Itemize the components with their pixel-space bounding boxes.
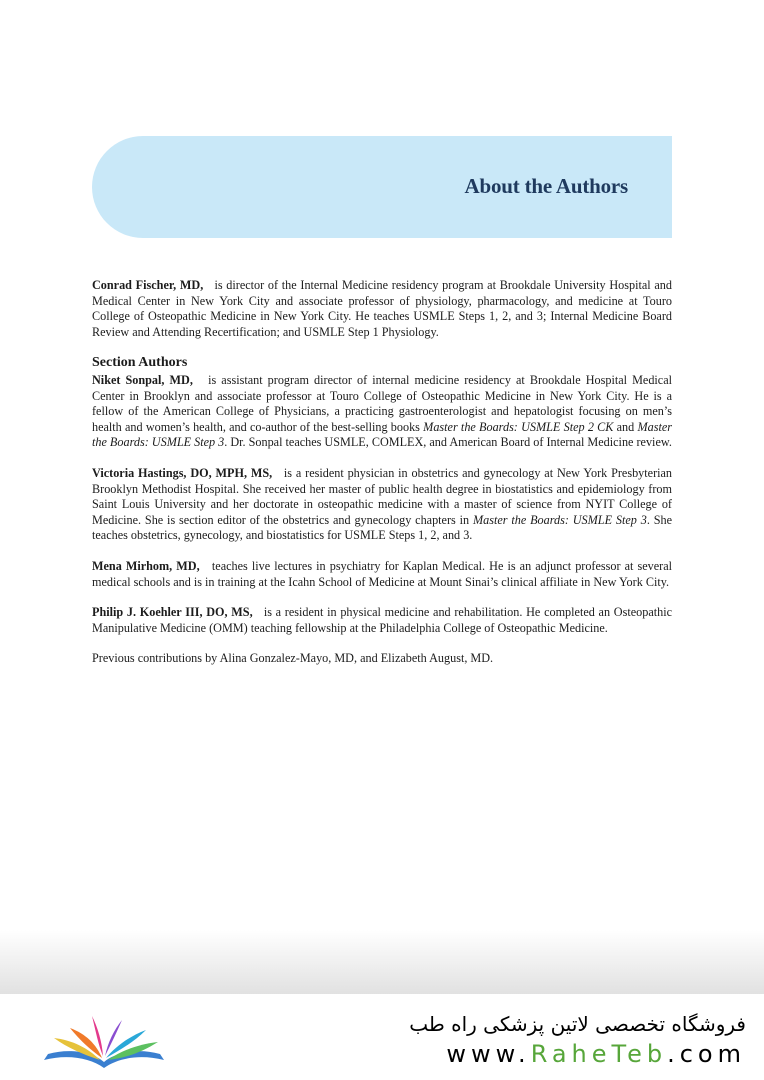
main-author-paragraph: [92, 278, 672, 340]
author-bio: is director of the Internal Medicine residency program at Brookdale University Hospital and Medical Center in New York City and associate professor of physiology, pharmacology, and medicine at Touro College of Osteopathic Medicine in New York City. He teaches USMLE Steps 1, 2, and 3; Internal Medicine Board Review and Attending Recertification; and USMLE Step 1 Physiology.: [92, 278, 672, 339]
title-banner: [92, 136, 672, 238]
author-bio: is a resident physician in obstetrics and gynecology at New York Presbyterian Brooklyn Methodist Hospital. She received her master of public health degree in biostatistics and epidemiology from Saint Louis University and her doctorate in osteopathic medicine with a master of science from NYIT College of Medicine. She is section editor of the obstetrics and gynecology chapters in: [92, 465, 673, 527]
store-name: فروشگاه تخصصی لاتین پزشکی راه طب: [409, 1012, 746, 1036]
author-paragraph-mirhom: [92, 559, 672, 590]
store-url: www.RaheTeb.com: [446, 1040, 746, 1068]
author-bio: teaches live lectures in psychiatry for Kaplan Medical. He is an adjunct professor at several medical schools and is in training at the Icahn School of Medicine at Mount Sinai’s clinical affiliate in New York City.: [92, 558, 672, 589]
page-title: About the Authors: [464, 174, 628, 198]
page-content: [92, 278, 672, 682]
previous-contributions: Previous contributions by Alina Gonzalez-Mayo, MD, and Elizabeth August, MD.: [92, 651, 494, 666]
author-bio: . She teaches obstetrics, gynecology, and biostatistics for USMLE Steps 1, 2, and 3.: [92, 512, 672, 543]
book-title: Master the Boards: USMLE Step 3: [92, 419, 673, 450]
footer-shadow: [0, 930, 764, 994]
author-paragraph-sonpal: [92, 373, 672, 451]
book-title: Master the Boards: USMLE Step 2 CK: [423, 419, 614, 434]
author-name: Philip J. Koehler III, DO, MS,: [92, 605, 253, 620]
author-paragraph-hastings: [92, 466, 672, 544]
book-title: Master the Boards: USMLE Step 3: [472, 512, 647, 527]
author-bio: is assistant program director of internal medicine residency at Brookdale Hospital Medical Center in Brooklyn and associate professor at Touro College of Osteopathic Medicine in New York City. He is a fellow of the American College of Physicians, a practicing gastroenterologist and hepatologist focusing on men’s health and women’s health, and co-author of the best-selling books: [92, 372, 673, 434]
conjunction: and: [616, 419, 635, 434]
author-name: Conrad Fischer, MD,: [92, 278, 204, 292]
author-name: Mena Mirhom, MD,: [92, 558, 200, 573]
author-bio: is a resident in physical medicine and rehabilitation. He completed an Osteopathic Manipulative Medicine (OMM) teaching fellowship at the Philadelphia College of Osteopathic Medicine.: [92, 605, 672, 635]
author-bio: . Dr. Sonpal teaches USMLE, COMLEX, and American Board of Internal Medicine review.: [224, 435, 672, 450]
open-book-icon: [40, 1008, 168, 1070]
section-heading: Section Authors: [92, 355, 188, 371]
author-paragraph-koehler: [92, 605, 672, 636]
author-name: Niket Sonpal, MD,: [92, 372, 193, 387]
footer-watermark: [0, 994, 764, 1080]
author-name: Victoria Hastings, DO, MPH, MS,: [92, 465, 273, 480]
